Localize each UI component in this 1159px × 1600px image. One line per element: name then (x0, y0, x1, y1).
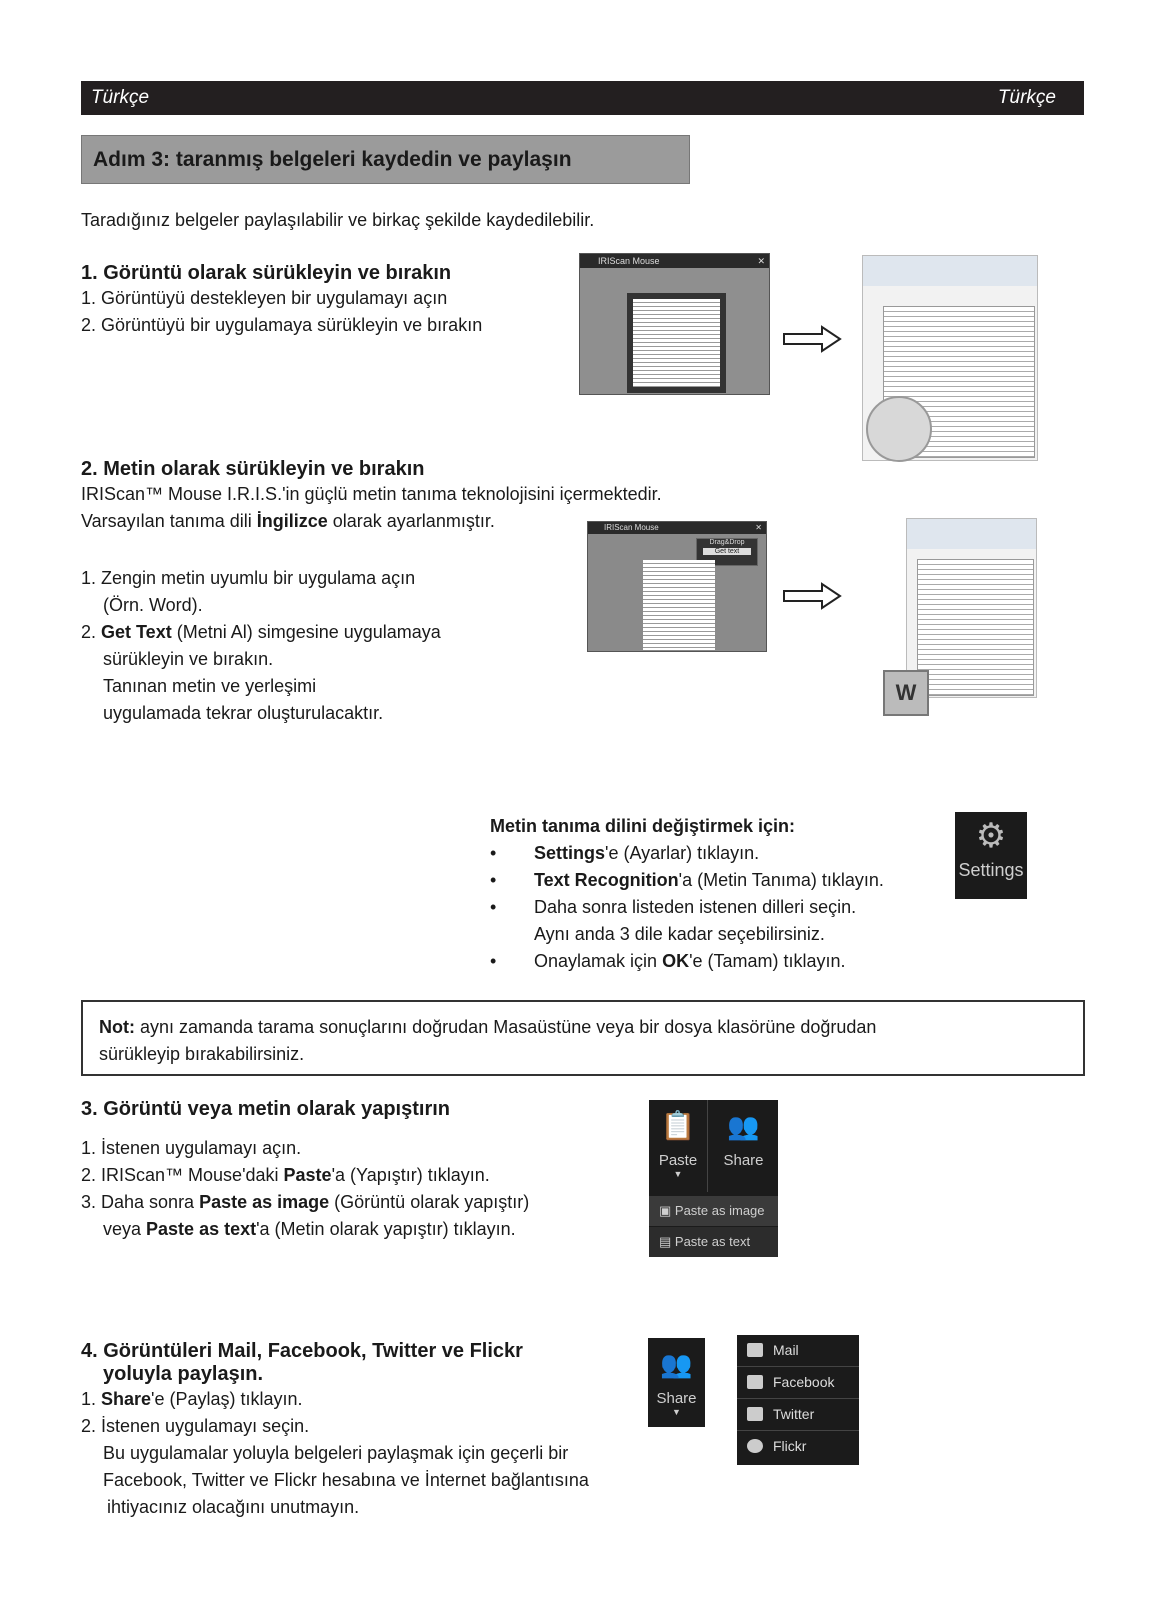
section-1 (81, 262, 561, 339)
share-menu-item-flickr[interactable]: Flickr (737, 1431, 859, 1462)
section-1-line-2: 2. Görüntüyü bir uygulamaya sürükleyin ve bırakın (81, 315, 483, 335)
section-4-title-1: 4. Görüntüleri Mail, Facebook, Twitter ve Flickr (81, 1340, 523, 1362)
section-2-steps (81, 565, 581, 727)
arrow-right-icon (782, 582, 842, 610)
settings-label: Settings (958, 860, 1024, 880)
language-settings-title: Metin tanıma dilini değiştirmek için: (490, 816, 796, 836)
share-label: Share (723, 1152, 764, 1169)
section-2-title: 2. Metin olarak sürükleyin ve bırakın (81, 458, 425, 480)
twitter-icon (747, 1407, 763, 1421)
section-4-step-1: 1. Share'e (Paylaş) tıklayın. (81, 1389, 303, 1409)
bullet-settings: • Settings'e (Ayarlar) tıklayın. (490, 843, 760, 863)
clipboard-icon: 📋 (660, 1110, 696, 1141)
section-2-step-2: 2. Get Text (Metni Al) simgesine uygulamaya (81, 622, 441, 642)
section-2-para-1: IRIScan™ Mouse I.R.I.S.'in güçlü metin tanıma teknolojisini içermektedir. (81, 484, 662, 504)
section-4-step-2: 2. İstenen uygulamayı seçin. (81, 1416, 310, 1436)
section-2-para-2: Varsayılan tanıma dili İngilizce olarak ayarlanmıştır. (81, 511, 495, 531)
section-2-step-2-note-1: Tanınan metin ve yerleşimi (103, 676, 317, 696)
paint-palette-icon (866, 396, 932, 462)
window-title: IRIScan Mouse (598, 256, 660, 266)
bullet-select-language: • Daha sonra listeden istenen dilleri seçin. (490, 897, 857, 917)
section-1-title: 1. Görüntü olarak sürükleyin ve bırakın (81, 262, 452, 284)
section-2-step-2-cont: sürükleyin ve bırakın. (103, 649, 274, 669)
drag-drop-popup[interactable]: Drag&Drop Get text (696, 538, 758, 566)
iriscan-window-image-1 (579, 253, 770, 395)
section-4 (81, 1340, 681, 1521)
gear-icon: ⚙ (975, 817, 1007, 855)
scanned-page-thumbnail (627, 293, 726, 393)
paste-as-image-item[interactable]: ▣ Paste as image (649, 1196, 778, 1226)
step-title: Adım 3: taranmış belgeleri kaydedin ve paylaşın (81, 135, 690, 184)
settings-button[interactable] (955, 812, 1027, 899)
chevron-down-icon: ▼ (672, 1407, 681, 1417)
note-line-1: Not: aynı zamanda tarama sonuçlarını doğrudan Masaüstüne veya bir dosya klasörüne doğrudan (99, 1017, 877, 1037)
paste-share-toolbar (649, 1100, 778, 1257)
paste-label: Paste (658, 1152, 698, 1169)
section-3-step-3: 3. Daha sonra Paste as image (Görüntü olarak yapıştır) (81, 1192, 530, 1212)
paste-as-text-item[interactable]: ▤ Paste as text (649, 1227, 778, 1257)
share-button[interactable] (709, 1100, 778, 1192)
section-1-line-1: 1. Görüntüyü destekleyen bir uygulamayı açın (81, 288, 448, 308)
flickr-icon (747, 1439, 763, 1453)
section-2-step-2-note-2: uygulamada tekrar oluşturulacaktır. (103, 703, 384, 723)
bullet-text-recognition: • Text Recognition'a (Metin Tanıma) tıklayın. (490, 870, 884, 890)
section-4-note-3: ihtiyacınız olacağını unutmayın. (107, 1497, 360, 1517)
section-3-step-3-cont: veya Paste as text'a (Metin olarak yapıştır) tıklayın. (103, 1219, 516, 1239)
section-3-step-1: 1. İstenen uygulamayı açın. (81, 1138, 302, 1158)
intro-text: Taradığınız belgeler paylaşılabilir ve birkaç şekilde kaydedilebilir. (81, 210, 595, 230)
bullet-confirm: • Onaylamak için OK'e (Tamam) tıklayın. (490, 951, 846, 971)
section-2-step-1-example: (Örn. Word). (103, 595, 203, 615)
share-menu-item-facebook[interactable]: Facebook (737, 1367, 859, 1399)
chevron-down-icon: ▼ (673, 1169, 683, 1179)
image-icon: ▣ (659, 1203, 675, 1218)
users-icon: 👥 (727, 1111, 760, 1141)
share-label: Share (656, 1390, 697, 1407)
section-3-title: 3. Görüntü veya metin olarak yapıştırın (81, 1098, 451, 1120)
section-4-note-1: Bu uygulamalar yoluyla belgeleri paylaşmak için geçerli bir (103, 1443, 569, 1463)
section-2-step-1: 1. Zengin metin uyumlu bir uygulama açın (81, 568, 416, 588)
header-language-left: Türkçe (91, 87, 150, 108)
section-3-step-2: 2. IRIScan™ Mouse'daki Paste'a (Yapıştır) tıklayın. (81, 1165, 490, 1185)
note-box (81, 1000, 1085, 1076)
scanned-page-thumbnail (643, 560, 715, 650)
header-language-right: Türkçe (997, 87, 1056, 108)
share-menu (737, 1335, 859, 1465)
get-text-button[interactable]: Get text (703, 548, 751, 555)
language-settings-block (490, 813, 950, 975)
share-button[interactable] (648, 1338, 705, 1427)
close-icon: ✕ (755, 523, 762, 532)
section-4-title-2: yoluyla paylaşın. (103, 1363, 264, 1385)
text-icon: ▤ (659, 1234, 675, 1249)
share-menu-item-mail[interactable]: Mail (737, 1335, 859, 1367)
language-header-bar (81, 81, 1084, 115)
share-menu-item-twitter[interactable]: Twitter (737, 1399, 859, 1431)
users-icon: 👥 (660, 1349, 693, 1379)
word-icon: W (883, 670, 929, 716)
close-icon: ✕ (757, 256, 765, 266)
paste-button[interactable] (649, 1100, 708, 1192)
arrow-right-icon (782, 325, 842, 353)
bullet-select-language-cont: Aynı anda 3 dile kadar seçebilirsiniz. (534, 924, 825, 944)
iriscan-window-image-2 (587, 521, 767, 652)
section-3 (81, 1098, 641, 1243)
section-4-note-2: Facebook, Twitter ve Flickr hesabına ve İnternet bağlantısına (103, 1470, 589, 1490)
mail-icon (747, 1343, 763, 1357)
note-line-2: sürükleyip bırakabilirsiniz. (99, 1044, 305, 1064)
window-title: IRIScan Mouse (604, 523, 659, 532)
facebook-icon (747, 1375, 763, 1389)
